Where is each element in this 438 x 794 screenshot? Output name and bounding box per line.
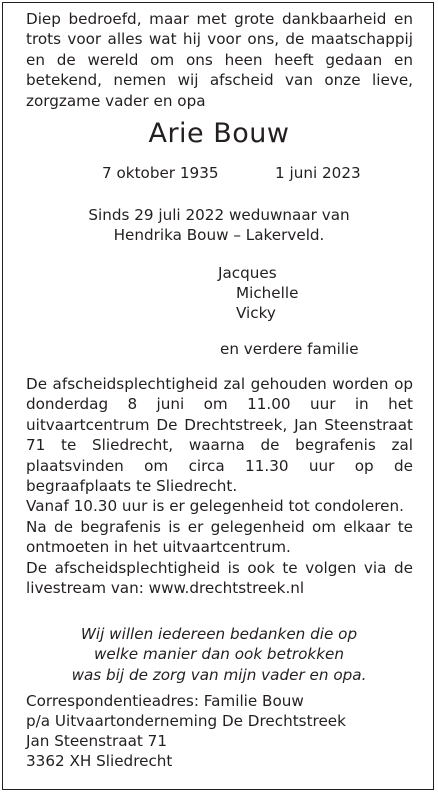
deceased-name: Arie Bouw: [148, 118, 290, 149]
thanks-line: welke manier dan ook betrokken: [94, 645, 344, 664]
widower-line-2: Hendrika Bouw – Lakerveld.: [113, 226, 325, 245]
correspondence-address: [26, 691, 346, 771]
child-name: Michelle: [236, 284, 299, 302]
widower-line-1: Sinds 29 juli 2022 weduwnaar van: [88, 206, 350, 224]
thanks-line: Wij willen iedereen bedanken die op: [80, 625, 358, 643]
address-line: Jan Steenstraat 71: [26, 732, 167, 750]
condolence-paragraph: Vanaf 10.30 uur is er gelegenheid tot condoleren.: [26, 497, 404, 516]
gathering-paragraph: Na de begrafenis is er gelegenheid om elkaar te ontmoeten in het uitvaartcentrum.: [26, 517, 413, 557]
child-name: Jacques: [218, 264, 277, 282]
family-line: en verdere familie: [220, 340, 359, 358]
thanks-line: was bij de zorg van mijn vader en opa.: [71, 665, 367, 684]
death-date: 1 juni 2023: [275, 164, 361, 182]
widower-note: [0, 205, 438, 246]
ceremony-details: [26, 374, 413, 598]
birth-date: 7 oktober 1935: [102, 164, 219, 182]
livestream-paragraph: De afscheidsplechtigheid is ook te volgen via de livestream van: www.drechtstreek.nl: [26, 558, 413, 598]
address-line: 3362 XH Sliedrecht: [26, 752, 173, 770]
ceremony-paragraph: De afscheidsplechtigheid zal gehouden worden op donderdag 8 juni om 11.00 uur in het uitvaartcentrum De Drechtstreek, Jan Steenstraat 71 te Sliedrecht, waarna de begrafenis zal plaatsvinden om circa 11.30 uur op de begraafplaats te Sliedrecht.: [26, 375, 413, 496]
address-line: Correspondentieadres: Familie Bouw: [26, 692, 304, 710]
thanks-text: [0, 624, 438, 685]
child-name: Vicky: [236, 304, 276, 322]
address-line: p/a Uitvaartonderneming De Drechtstreek: [26, 712, 346, 730]
intro-text: Diep bedroefd, maar met grote dankbaarheid en trots voor alles wat hij voor ons, de maatschappij en de wereld om ons heen heeft gedaan en betekend, nemen wij afscheid van onze lieve, zorgzame vader en opa: [26, 10, 413, 110]
